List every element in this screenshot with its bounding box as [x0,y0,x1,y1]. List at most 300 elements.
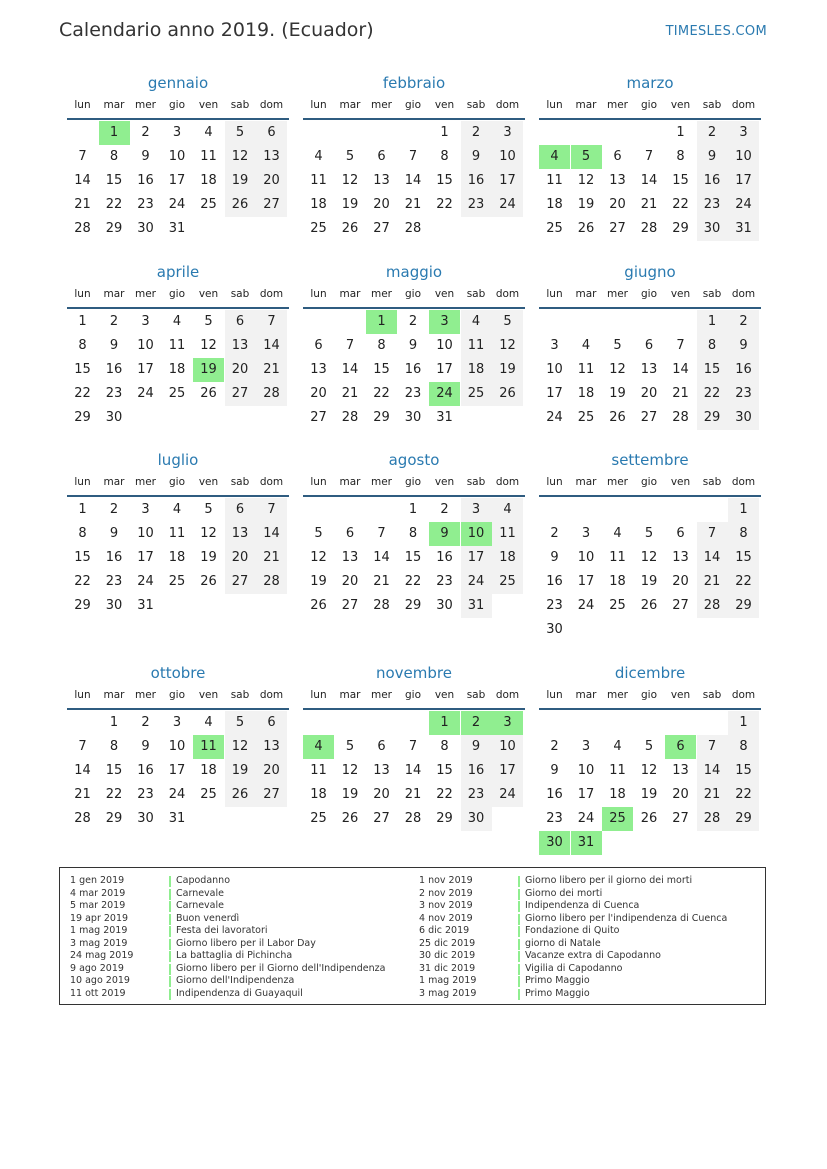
holiday-marker [169,989,171,1000]
day-cell: 8 [728,735,759,759]
weekday-header [303,288,525,304]
weekday-label: mer [370,689,392,701]
day-cell: 6 [225,498,256,522]
weekday-label: mer [606,288,628,300]
holiday-name: Giorno libero per l'indipendenza di Cuenca [525,912,728,924]
day-cell: 9 [728,334,759,358]
weekday-label: mar [103,99,125,111]
day-cell: 1 [676,125,685,140]
day-cell: 20 [609,197,626,212]
day-cell: 28 [404,811,422,826]
day-cell: 22 [728,570,759,594]
day-cell: 6 [314,338,323,353]
day-cell: 23 [105,574,123,589]
day-cell: 17 [168,173,186,188]
day-cell: 7 [676,338,685,353]
holiday-date: 10 ago 2019 [70,975,130,986]
weekday-label: gio [168,476,185,488]
day-cell: 5 [345,149,355,164]
day-cell: 26 [640,598,658,613]
day-cell: 13 [256,735,287,759]
day-cell: 2 [550,739,559,754]
day-cell: 7 [345,338,355,353]
day-cell: 14 [74,763,91,778]
holiday-day-cell: 1 [429,711,460,735]
day-cell: 16 [697,169,728,193]
day-cell: 5 [314,526,323,541]
holiday-date: 1 mag 2019 [70,925,128,936]
day-cell: 2 [109,502,119,517]
day-cell: 26 [225,783,256,807]
weekday-label: mar [339,476,361,488]
day-cell: 24 [546,410,563,425]
day-cell: 26 [640,811,658,826]
day-cell: 9 [697,145,728,169]
weekday-label: gio [404,99,421,111]
day-cell: 10 [168,739,186,754]
header-divider [303,495,525,497]
holiday-marker [518,876,520,887]
day-cell: 14 [697,546,728,570]
day-cell: 12 [200,526,217,541]
day-cell: 20 [672,574,689,589]
day-cell: 15 [697,358,728,382]
holiday-day-cell: 25 [602,807,633,831]
day-cell: 24 [492,783,523,807]
weekday-label: dom [259,99,284,111]
day-cell: 18 [492,546,523,570]
day-cell: 5 [644,739,654,754]
holiday-day-cell: 2 [461,711,492,735]
weekday-label: mer [606,689,628,701]
day-cell: 22 [672,197,689,212]
day-cell: 4 [461,310,492,334]
day-cell: 27 [640,410,658,425]
day-cell: 2 [440,502,449,517]
day-cell: 28 [373,598,390,613]
day-cell: 27 [341,598,359,613]
holiday-date: 30 dic 2019 [419,950,476,961]
day-cell: 1 [697,310,728,334]
holiday-day-cell: 19 [193,358,224,382]
day-cell: 22 [404,574,422,589]
day-cell: 21 [256,546,287,570]
weekday-label: lun [546,476,563,488]
day-cell: 26 [200,386,217,401]
day-cell: 16 [546,787,563,802]
weekday-label: sab [230,288,250,300]
holiday-marker [518,951,520,962]
holiday-name: La battaglia di Pichincha [176,950,293,961]
day-cell: 1 [408,502,418,517]
day-cell: 9 [461,735,492,759]
day-cell: 5 [225,711,256,735]
weekday-label: dom [259,476,284,488]
day-cell: 22 [74,386,91,401]
day-cell: 4 [172,314,182,329]
holiday-date: 1 nov 2019 [419,875,473,886]
day-cell: 28 [74,811,91,826]
day-cell: 14 [404,763,422,778]
day-cell: 1 [440,125,449,140]
day-cell: 23 [461,783,492,807]
weekday-label: sab [466,689,486,701]
month-name: aprile [156,263,200,281]
weekday-label: ven [434,476,455,488]
day-cell: 19 [200,550,217,565]
day-cell: 26 [609,410,626,425]
day-cell: 23 [697,193,728,217]
day-cell: 26 [310,598,327,613]
day-cell: 26 [341,221,359,236]
day-cell: 2 [550,526,559,541]
day-cell: 11 [577,362,595,377]
day-cell: 2 [461,121,492,145]
day-cell: 21 [74,787,91,802]
day-cell: 11 [310,763,327,778]
day-cell: 14 [256,522,287,546]
holiday-marker [518,889,520,900]
day-cell: 8 [78,338,87,353]
day-cell: 12 [225,145,256,169]
day-cell: 8 [78,526,87,541]
weekday-label: dom [495,288,520,300]
day-cell: 31 [728,217,759,241]
day-cell: 27 [310,410,327,425]
day-cell: 22 [697,382,728,406]
day-cell: 9 [550,763,559,778]
holiday-marker [518,914,520,925]
weekday-label: lun [546,99,563,111]
day-cell: 24 [577,811,595,826]
weekday-label: lun [74,476,91,488]
weekday-label: ven [670,689,691,701]
day-cell: 19 [341,787,359,802]
day-cell: 24 [492,193,523,217]
day-cell: 30 [404,410,422,425]
day-cell: 27 [256,193,287,217]
weekday-label: mer [134,99,156,111]
holiday-date: 31 dic 2019 [419,962,476,974]
holiday-legend [59,867,766,1005]
month-name: settembre [611,451,689,469]
header-divider [303,307,525,309]
day-cell: 28 [404,221,422,236]
day-cell: 26 [225,193,256,217]
day-cell: 13 [310,362,327,377]
day-cell: 18 [310,787,327,802]
day-cell: 29 [697,406,728,430]
day-cell: 13 [341,550,359,565]
weekday-label: ven [670,288,691,300]
day-cell: 5 [613,338,622,353]
weekday-label: gio [640,689,657,701]
day-cell: 9 [408,338,418,353]
day-cell: 23 [436,574,453,589]
weekday-label: sab [230,476,250,488]
day-cell: 31 [436,410,453,425]
day-cell: 9 [109,526,119,541]
day-cell: 24 [168,787,186,802]
day-cell: 7 [256,498,287,522]
day-cell: 12 [640,550,658,565]
day-cell: 25 [577,410,595,425]
weekday-label: dom [259,689,284,701]
weekday-header [303,99,525,115]
day-cell: 5 [204,314,213,329]
day-cell: 7 [644,149,654,164]
day-cell: 12 [577,173,595,188]
holiday-day-cell: 4 [539,145,570,169]
day-cell: 1 [78,502,87,517]
weekday-label: sab [702,476,722,488]
day-cell: 5 [644,526,654,541]
weekday-header [67,689,289,705]
holiday-name: Giorno libero per il giorno dei morti [525,875,693,886]
day-cell: 19 [609,386,626,401]
day-cell: 21 [697,570,728,594]
day-cell: 10 [577,550,595,565]
day-cell: 29 [404,598,422,613]
day-cell: 13 [225,522,256,546]
weekday-label: gio [640,476,657,488]
day-cell: 8 [697,334,728,358]
day-cell: 27 [609,221,626,236]
day-cell: 19 [577,197,595,212]
holiday-marker [518,939,520,950]
day-cell: 17 [492,169,523,193]
weekday-label: ven [434,99,455,111]
day-cell: 3 [581,739,591,754]
day-cell: 16 [105,362,123,377]
day-cell: 17 [137,550,154,565]
holiday-day-cell: 3 [429,310,460,334]
day-cell: 19 [492,358,523,382]
day-cell: 19 [640,574,658,589]
brand-link[interactable]: TIMESLES.COM [665,24,767,39]
day-cell: 27 [672,811,689,826]
month-name: marzo [626,74,674,92]
day-cell: 16 [461,169,492,193]
holiday-marker [169,951,171,962]
holiday-date: 9 ago 2019 [70,962,124,974]
day-cell: 16 [105,550,123,565]
day-cell: 4 [613,526,622,541]
weekday-header [539,288,761,304]
weekday-header [303,689,525,705]
day-cell: 20 [640,386,658,401]
day-cell: 17 [577,574,595,589]
day-cell: 13 [609,173,626,188]
weekday-header [67,99,289,115]
weekday-label: lun [310,99,327,111]
day-cell: 6 [256,121,287,145]
day-cell: 7 [377,526,386,541]
holiday-marker [518,964,520,975]
weekday-label: gio [404,476,421,488]
weekday-label: sab [702,689,722,701]
day-cell: 30 [105,598,123,613]
day-cell: 3 [461,498,492,522]
day-cell: 29 [436,811,453,826]
day-cell: 20 [310,386,327,401]
day-cell: 14 [373,550,390,565]
weekday-label: mer [134,288,156,300]
day-cell: 16 [137,763,154,778]
day-cell: 13 [225,334,256,358]
day-cell: 28 [256,382,287,406]
weekday-label: dom [731,99,756,111]
day-cell: 10 [168,149,186,164]
holiday-date: 1 mag 2019 [419,975,477,986]
day-cell: 3 [172,715,182,730]
day-cell: 30 [697,217,728,241]
day-cell: 8 [109,739,119,754]
weekday-label: lun [546,689,563,701]
month-name: luglio [157,451,199,469]
day-cell: 25 [609,598,626,613]
day-cell: 31 [168,221,186,236]
day-cell: 18 [461,358,492,382]
weekday-label: dom [495,476,520,488]
day-cell: 8 [377,338,386,353]
day-cell: 27 [225,382,256,406]
day-cell: 8 [109,149,119,164]
day-cell: 9 [141,149,150,164]
weekday-label: mar [103,689,125,701]
weekday-label: gio [168,288,185,300]
day-cell: 10 [728,145,759,169]
weekday-label: dom [731,288,756,300]
day-cell: 3 [141,502,150,517]
weekday-header [539,476,761,492]
day-cell: 6 [345,526,355,541]
weekday-header [539,99,761,115]
month-name: maggio [385,263,443,281]
day-cell: 27 [373,221,390,236]
holiday-marker [518,976,520,987]
day-cell: 8 [440,739,449,754]
day-cell: 18 [577,386,595,401]
day-cell: 11 [546,173,563,188]
weekday-label: gio [640,288,657,300]
day-cell: 6 [377,739,386,754]
day-cell: 14 [256,334,287,358]
holiday-date: 24 mag 2019 [70,950,134,961]
day-cell: 16 [436,550,453,565]
header-divider [539,118,761,120]
day-cell: 25 [168,574,186,589]
day-cell: 1 [728,711,759,735]
day-cell: 8 [408,526,418,541]
day-cell: 25 [461,382,492,406]
day-cell: 14 [74,173,91,188]
day-cell: 29 [74,598,91,613]
day-cell: 12 [310,550,327,565]
month-name: gennaio [147,74,209,92]
holiday-name: giorno di Natale [525,937,601,949]
holiday-name: Buon venerdì [176,912,240,924]
day-cell: 26 [200,574,217,589]
holiday-day-cell: 1 [366,310,397,334]
day-cell: 10 [137,338,154,353]
day-cell: 22 [74,574,91,589]
day-cell: 14 [697,759,728,783]
day-cell: 26 [341,811,359,826]
day-cell: 15 [373,362,390,377]
weekday-label: mer [134,476,156,488]
day-cell: 17 [436,362,453,377]
day-cell: 10 [492,735,523,759]
day-cell: 6 [676,526,685,541]
weekday-label: ven [434,689,455,701]
day-cell: 4 [492,498,523,522]
day-cell: 22 [436,787,453,802]
day-cell: 1 [78,314,87,329]
weekday-label: lun [546,288,563,300]
holiday-name: Indipendenza di Cuenca [525,900,640,911]
holiday-name: Capodanno [176,875,231,886]
day-cell: 11 [168,338,186,353]
day-cell: 4 [204,125,213,140]
weekday-label: mer [606,99,628,111]
day-cell: 17 [546,386,563,401]
weekday-label: dom [731,689,756,701]
weekday-label: dom [495,689,520,701]
day-cell: 15 [74,550,91,565]
day-cell: 31 [168,811,186,826]
day-cell: 1 [728,498,759,522]
holiday-name: Fondazione di Quito [525,925,620,936]
day-cell: 17 [461,546,492,570]
day-cell: 29 [373,410,390,425]
weekday-label: gio [640,99,657,111]
day-cell: 11 [461,334,492,358]
day-cell: 12 [341,173,359,188]
holiday-day-cell: 24 [429,382,460,406]
day-cell: 31 [461,594,492,618]
day-cell: 13 [256,145,287,169]
day-cell: 20 [225,546,256,570]
weekday-label: mar [575,288,597,300]
holiday-date: 3 mag 2019 [70,937,128,949]
header-divider [539,495,761,497]
holiday-marker [169,976,171,987]
weekday-label: gio [404,288,421,300]
day-cell: 9 [461,145,492,169]
day-cell: 6 [644,338,654,353]
day-cell: 21 [373,574,390,589]
day-cell: 28 [640,221,658,236]
header-divider [67,118,289,120]
weekday-label: mar [575,689,597,701]
day-cell: 15 [672,173,689,188]
day-cell: 27 [256,783,287,807]
day-cell: 12 [609,362,626,377]
day-cell: 15 [105,763,123,778]
month-name: dicembre [614,664,686,682]
holiday-day-cell: 4 [303,735,334,759]
day-cell: 17 [168,763,186,778]
day-cell: 7 [697,522,728,546]
day-cell: 18 [609,574,626,589]
month-name: febbraio [382,74,446,92]
day-cell: 20 [672,787,689,802]
day-cell: 24 [461,570,492,594]
holiday-date: 5 mar 2019 [70,900,126,911]
weekday-label: mer [370,288,392,300]
holiday-name: Carnevale [176,887,224,899]
